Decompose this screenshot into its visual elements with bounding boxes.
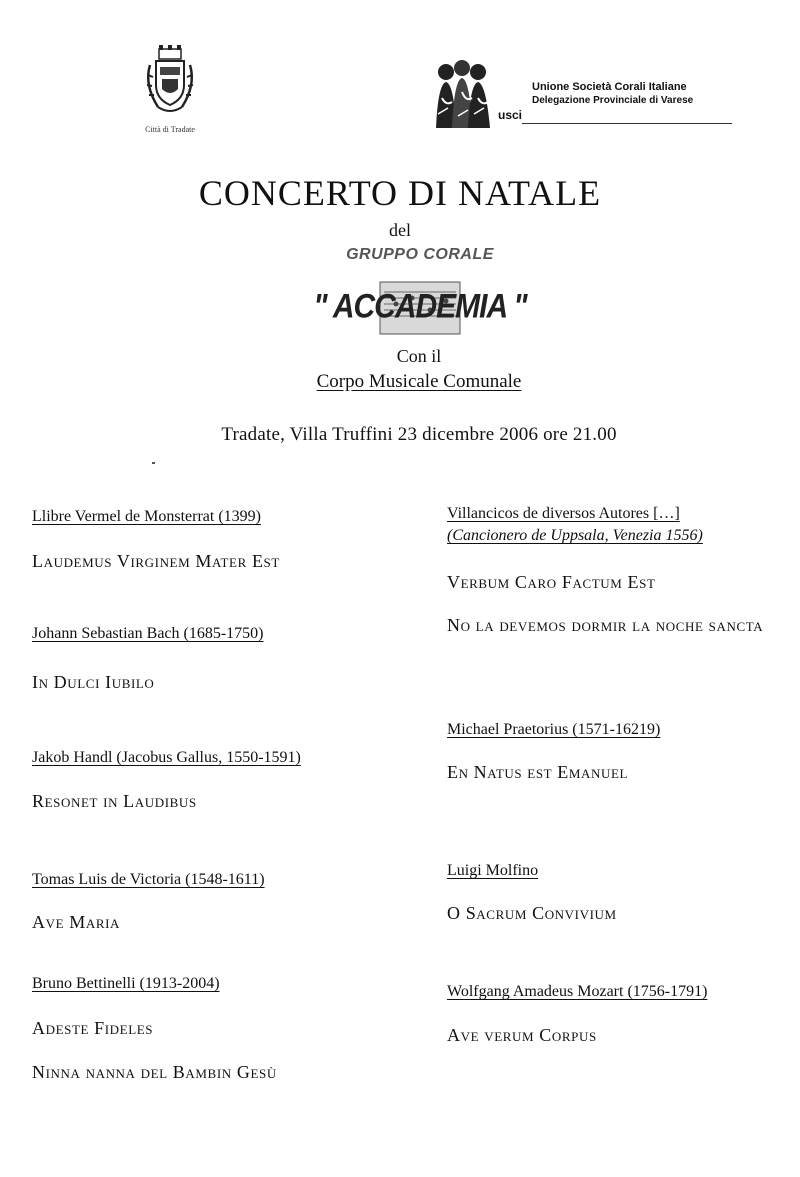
usci-logo-word: usci <box>498 108 523 122</box>
usci-name-line1: Unione Società Corali Italiane <box>532 81 687 93</box>
composer-molfino: Luigi Molfino <box>447 862 539 879</box>
piece-no-la-devemos: No la devemos dormir la noche sancta <box>447 615 764 635</box>
crest-caption: Città di Tradate <box>145 125 195 134</box>
usci-name <box>532 80 693 108</box>
venue-date-text: Tradate, Villa Truffini 23 dicembre 2006 ore 21.00 <box>221 424 617 445</box>
composer-villancicos: Villancicos de diversos Autores […] <box>447 505 680 522</box>
piece-ave-verum: Ave verum Corpus <box>447 1025 597 1045</box>
piece-o-sacrum: O Sacrum Convivium <box>447 903 617 923</box>
gruppo-corale-text: GRUPPO CORALE <box>346 246 494 263</box>
composer-bach: Johann Sebastian Bach (1685-1750) <box>32 625 264 642</box>
crest-icon <box>140 45 200 123</box>
city-crest <box>125 45 215 134</box>
piece-en-natus: En Natus est Emanuel <box>447 762 629 782</box>
accademia-logo <box>300 280 540 340</box>
composer-llibre-vermel: Llibre Vermel de Monsterrat (1399) <box>32 508 261 525</box>
piece-laudemus: Laudemus Virginem Mater Est <box>32 551 280 571</box>
piece-resonet: Resonet in Laudibus <box>32 791 197 811</box>
composer-victoria: Tomas Luis de Victoria (1548-1611) <box>32 871 265 888</box>
composer-bettinelli: Bruno Bettinelli (1913-2004) <box>32 975 220 992</box>
con-il-text: Con il <box>396 346 442 366</box>
accademia-text: " ACCADEMIA " <box>313 287 527 326</box>
composer-mozart: Wolfgang Amadeus Mozart (1756-1791) <box>447 983 708 1000</box>
composer-praetorius: Michael Praetorius (1571-16219) <box>447 721 661 738</box>
piece-ave-maria: Ave Maria <box>32 912 121 932</box>
scan-speck <box>152 462 155 464</box>
composer-handl: Jakob Handl (Jacobus Gallus, 1550-1591) <box>32 749 301 766</box>
usci-rule <box>522 123 732 124</box>
usci-name-line2: Delegazione Provinciale di Varese <box>532 95 694 106</box>
piece-in-dulci-iubilo: In Dulci Iubilo <box>32 672 155 692</box>
del-text: del <box>389 220 411 240</box>
piece-adeste-fideles: Adeste Fideles <box>32 1018 154 1038</box>
piece-ninna-nanna: Ninna nanna del Bambin Gesù <box>32 1062 277 1082</box>
page-title: CONCERTO DI NATALE <box>198 173 602 213</box>
usci-logo-block <box>432 58 732 128</box>
composer-villancicos-source: (Cancionero de Uppsala, Venezia 1556) <box>447 527 703 544</box>
piece-verbum-caro: Verbum Caro Factum Est <box>447 572 656 592</box>
corpo-musicale-text: Corpo Musicale Comunale <box>316 371 522 392</box>
